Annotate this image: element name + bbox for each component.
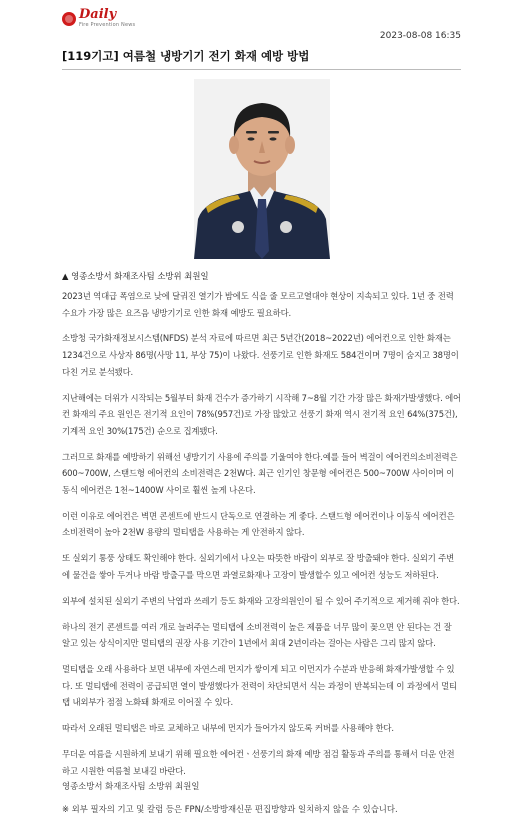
article-body [62,288,461,789]
author-photo [194,79,330,259]
publish-date: 2023-08-08 16:35 [379,31,461,41]
article-paragraph: 하나의 전기 콘센트를 여러 개로 늘려주는 멀티탭에 소비전력이 높은 제품을 너무 많이 꽂으면 안 된다는 건 잘 알고 있는 상식이지만 멀티탭의 권장 사용 기간이 1년에서 최대 2년이라는 걸아는 사람은 그리 많지 않다. [62,621,452,649]
site-logo[interactable] [62,8,135,28]
article-paragraph: 이런 이유로 에어컨은 벽면 콘센트에 반드시 단독으로 연결하는 게 좋다. 스탠드형 에어컨이나 이동식 에어컨은 소비전력이 높아 2천W 용량의 멀티탭을 사용하는 게 안전하지 않다. [62,510,455,538]
logo-mark-icon [62,12,76,26]
article-paragraph: 그러므로 화재를 예방하기 위해선 냉방기기 사용에 주의를 기울여야 한다.예를 들어 벽걸이 에어컨의소비전력은 600~700W, 스탠드형 에어컨의 소비전력은 2천W다. 최근 인기인 창문형 에어컨은 500~700W 사이이며 이동식 에어컨은 1천~1400W 사이로 훨씬 높게 나온다. [62,451,458,495]
article-paragraph: 외부에 설치된 실외기 주변의 낙엽과 쓰레기 등도 화재와 고장의원인이 될 수 있어 주기적으로 제거해 줘야 한다. [62,595,460,606]
logo-sub-text: Fire Prevention News [79,22,136,28]
title-divider [62,69,461,70]
author-signature: 영종소방서 화재조사팀 소방위 최원일 [62,781,200,791]
article-paragraph: 소방청 국가화재정보시스템(NFDS) 분석 자료에 따르면 최근 5년간(2018~2022년) 에어컨으로 인한 화재는 1234건으로 사상자 86명(사망 11, 부상 75)이 나왔다. 선풍기로 인한 화재도 584건이며 7명이 숨지고 38명이 다친 거로 분석됐다. [62,333,459,377]
article-paragraph: 따라서 오래된 멀티탭은 바로 교체하고 내부에 먼지가 들어가지 않도록 커버를 사용해야 한다. [62,723,394,734]
logo-main-text: Daily [79,7,117,22]
disclaimer-footnote: ※ 외부 필자의 기고 및 칼럼 등은 FPN/소방방재신문 편집방향과 일치하지 않을 수 있습니다. [62,804,398,814]
article-paragraph: 또 실외기 통풍 상태도 확인해야 한다. 실외기에서 나오는 따뜻한 바람이 외부로 잘 방출돼야 한다. 실외기 주변에 물건을 쌓아 두거나 바람 방출구를 막으면 과열로화재나 고장이 발생할수 있고 에어컨 성능도 저하된다. [62,553,455,580]
article-title: [119기고] 여름철 냉방기기 전기 화재 예방 방법 [62,49,310,63]
article-paragraph: 지난해에는 더위가 시작되는 5월부터 화재 건수가 증가하기 시작해 7~8월 기간 가장 많은 화재가발생했다. 에어컨 화재의 주요 원인은 전기적 요인이 78%(957건)로 가장 많았고 선풍기 화재 역시 전기적 요인 64%(375건), 기계적 요인 30%(175건) 순으로 집계됐다. [62,392,462,436]
article-paragraph: 2023년 역대급 폭염으로 낮에 달궈진 열기가 밤에도 식을 줄 모르고열대야 현상이 지속되고 있다. 1년 중 전력 수요가 가장 많은 요즈음 냉방기기로 인한 화재 예방도 필요하다. [62,291,454,318]
article-paragraph: 멀티탭을 오래 사용하다 보면 내부에 자연스레 먼지가 쌓이게 되고 이먼지가 수분과 반응해 화재가발생할 수 있다. 또 멀티탭에 전력이 공급되면 열이 발생했다가 전력이 차단되면서 식는 과정이 반복되는데 이 과정에서 멀티탭 내외부가 점점 노화돼 화재로 이어질 수 있다. [62,664,457,708]
photo-caption: ▲ 영종소방서 화재조사팀 소방위 최원일 [62,271,209,281]
article-paragraph: 무더운 여름을 시원하게 보내기 위해 필요한 에어컨ㆍ선풍기의 화재 예방 점검 활동과 주의를 통해서 더운 안전하고 시원한 여름철 보내길 바란다. [62,749,455,776]
